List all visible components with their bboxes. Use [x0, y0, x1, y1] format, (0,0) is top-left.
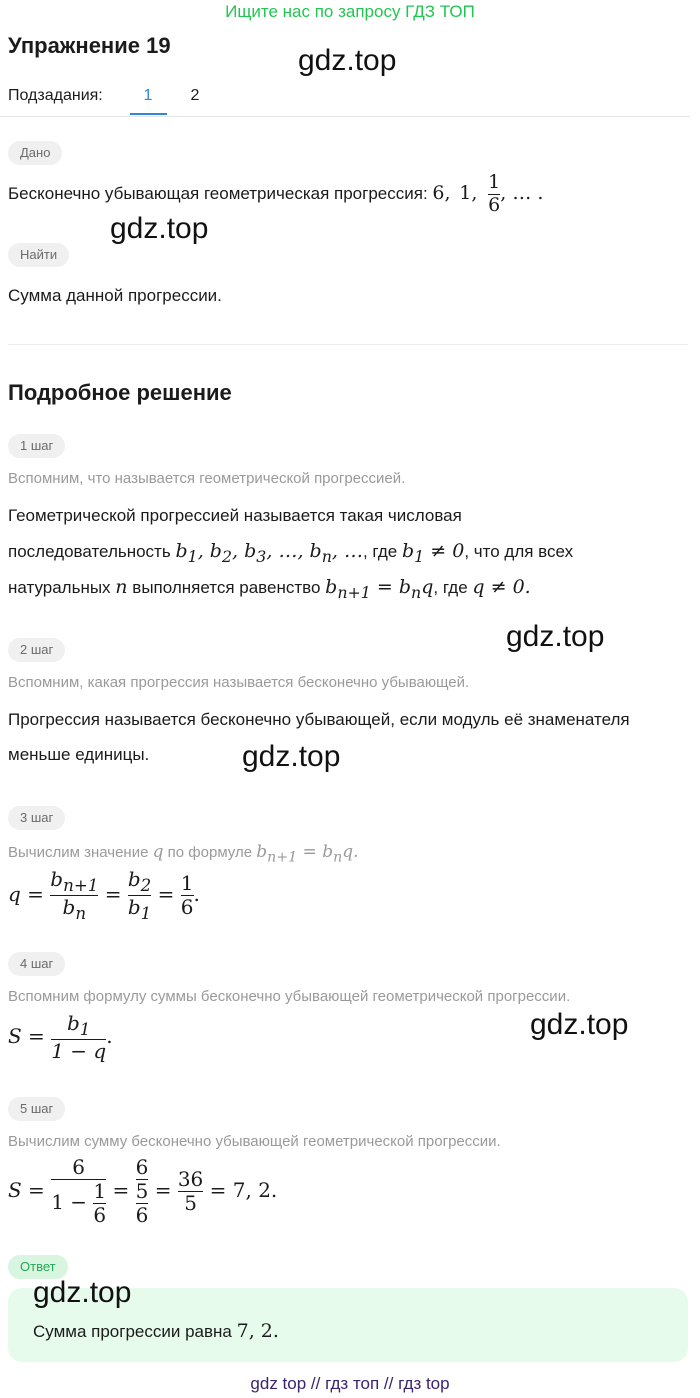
watermark: gdz.top	[298, 44, 397, 77]
fraction: $\frac{36}{5}$	[177, 1167, 204, 1215]
step-1-text: , что для всех	[464, 542, 574, 561]
condition-formula: $b_1 \ne 0$	[401, 540, 465, 566]
step-1-line-3	[8, 576, 531, 602]
step-1-text: натуральных	[8, 578, 111, 597]
step-1-text: , где	[433, 578, 468, 597]
ratio-condition: q ≠ 0.	[472, 576, 531, 598]
step-2-line-2: меньше единицы.	[8, 745, 150, 764]
step-3-hint-text: Вычислим значение	[8, 844, 149, 861]
watermark: gdz.top	[242, 740, 341, 773]
watermark: gdz.top	[110, 212, 209, 245]
given-statement	[8, 172, 543, 217]
variable-n: n	[115, 576, 128, 598]
recurrence-formula: $b_{n+1} = b_nq$.	[256, 842, 359, 866]
step-1-text: , где	[362, 542, 398, 561]
step-2-line-1: Прогрессия называется бесконечно убывающей, если модуль её знаменателя	[8, 710, 630, 729]
find-text: Сумма данной прогрессии.	[8, 286, 222, 305]
find-badge: Найти	[8, 243, 69, 267]
tab-subtask-1[interactable]: 1	[143, 87, 153, 104]
watermark: gdz.top	[530, 1008, 629, 1041]
fraction: 6 1 − $\frac{1}{6}$	[51, 1155, 107, 1227]
step-3-badge: 3 шаг	[8, 806, 65, 830]
seq-term-1: 6,	[432, 181, 451, 204]
given-text: Бесконечно убывающая геометрическая прогрессия:	[8, 183, 428, 203]
step-2-hint: Вспомним, какая прогрессия называется бесконечно убывающей.	[8, 674, 470, 691]
fraction-denominator: 6	[488, 193, 501, 216]
search-banner: Ищите нас по запросу ГДЗ ТОП	[225, 2, 475, 21]
seq-term-3-fraction	[488, 172, 500, 217]
recurrence-formula: $b_{n+1} = b_nq$	[325, 576, 434, 602]
given-badge: Дано	[8, 141, 62, 165]
variable-q: q	[152, 842, 164, 862]
fraction: $\frac{b_1}{1 - q}$	[51, 1011, 107, 1064]
step-1-line-2	[8, 540, 573, 566]
step-1-badge: 1 шаг	[8, 434, 65, 458]
fraction-numerator: 1	[488, 171, 501, 193]
solution-title: Подробное решение	[8, 380, 232, 405]
subtasks-label: Подзадания:	[8, 87, 103, 104]
answer-value: 7, 2.	[236, 1320, 279, 1342]
step-2-badge: 2 шаг	[8, 638, 65, 662]
watermark: gdz.top	[33, 1276, 132, 1309]
watermark: gdz.top	[506, 620, 605, 653]
tabs-divider	[0, 116, 690, 117]
section-divider	[8, 344, 688, 345]
step-4-hint: Вспомним формулу суммы бесконечно убывающей геометрической прогрессии.	[8, 988, 571, 1005]
step-5-badge: 5 шаг	[8, 1097, 65, 1121]
fraction: $\frac{b_{n+1}}{b_n}$	[50, 867, 99, 924]
step-4-badge: 4 шаг	[8, 952, 65, 976]
fraction: $\frac{6}{\frac{5}{6}}$	[135, 1155, 149, 1227]
answer-text: Сумма прогрессии равна	[33, 1322, 232, 1341]
answer-badge: Ответ	[8, 1255, 68, 1279]
step-5-hint: Вычислим сумму бесконечно убывающей геометрической прогрессии.	[8, 1133, 501, 1150]
tab-active-indicator	[130, 113, 167, 115]
seq-ellipsis: , … .	[500, 181, 544, 204]
fraction: $\frac{1}{6}$	[180, 871, 194, 920]
step-5-equation: S = 6 1 − $\frac{1}{6}$ = $\frac{6}{\frac{5}{6}}$ = $\frac{36}{5}$ = 7, 2.	[8, 1155, 278, 1227]
answer-statement	[33, 1320, 279, 1342]
step-1-text: выполняется равенство	[132, 578, 321, 597]
footer-links[interactable]: gdz top // гдз топ // гдз top	[250, 1374, 450, 1393]
step-1-line-1: Геометрической прогрессией называется такая числовая	[8, 506, 462, 525]
step-3-hint-text: по формуле	[167, 844, 253, 861]
sequence-formula: $b_1$, $b_2$, $b_3$, …, $b_n$, …	[175, 540, 363, 566]
step-3-hint	[8, 842, 359, 865]
tab-subtask-2[interactable]: 2	[190, 87, 200, 104]
step-3-equation: q = $\frac{b_{n+1}}{b_n}$ = $\frac{b_2}{b_1}$ = $\frac{1}{6}$ .	[8, 867, 200, 924]
step-1-text: последовательность	[8, 542, 171, 561]
step-1-hint: Вспомним, что называется геометрической прогрессией.	[8, 470, 406, 487]
seq-term-2: 1,	[459, 181, 478, 204]
fraction: $\frac{b_2}{b_1}$	[127, 867, 152, 924]
page-title: Упражнение 19	[8, 33, 171, 58]
step-4-equation: S = $\frac{b_1}{1 - q}$ .	[8, 1011, 113, 1064]
